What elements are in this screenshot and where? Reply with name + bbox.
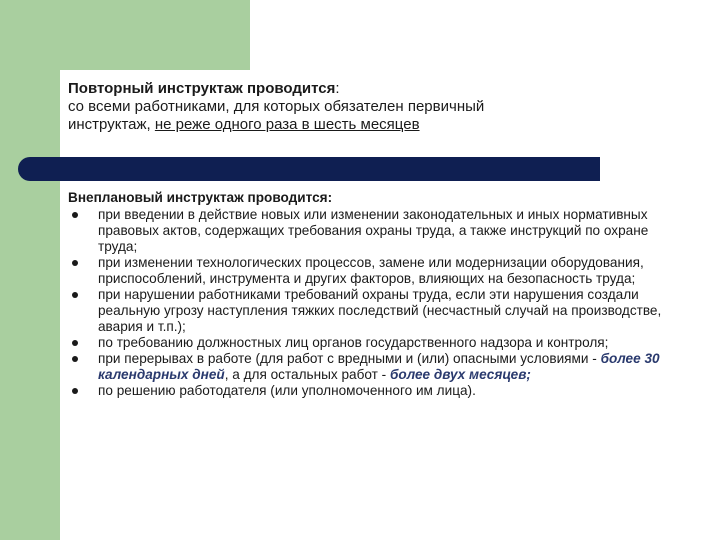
emphasis-30-days: более 30 календарных дней <box>98 351 660 382</box>
list-item <box>68 287 668 335</box>
bullet-dot-icon <box>72 260 78 266</box>
navy-divider-bar <box>30 157 600 181</box>
list-item-text: при нарушении работниками требований охраны труда, если эти нарушения создали реальную угрозу наступления тяжких последствий (несчастный случай на производстве, авария и т.п.); <box>98 287 662 334</box>
list-item-text-part: , а для остальных работ - <box>224 367 390 382</box>
bullet-dot-icon <box>72 340 78 346</box>
list-item-text: по требованию должностных лиц органов государственного надзора и контроля; <box>98 335 609 350</box>
bullet-dot-icon <box>72 212 78 218</box>
bullet-dot-icon <box>72 292 78 298</box>
intro-line-2 <box>68 116 608 134</box>
intro-heading <box>68 80 340 98</box>
list-item <box>68 383 668 399</box>
intro-frequency-underlined: не реже одного раза в шесть месяцев <box>154 116 420 133</box>
list-item-text: при изменении технологических процессов, замене или модернизации оборудования, приспособлений, инструмента и других факторов, влияющих на безопасность труда; <box>98 255 644 286</box>
emphasis-two-months: более двух месяцев; <box>389 367 531 382</box>
intro-title: Повторный инструктаж проводится <box>68 80 336 97</box>
list-item-text: по решению работодателя (или уполномоченного им лица). <box>98 383 476 398</box>
list-item <box>68 351 668 383</box>
intro-line-2-prefix: инструктаж, <box>68 116 155 133</box>
bullet-dot-icon <box>72 388 78 394</box>
unscheduled-heading: Внеплановый инструктаж проводится: <box>68 190 333 205</box>
list-item-text: при введении в действие новых или изменении законодательных и иных нормативных правовых актов, содержащих требования охраны труда, а также инструкций по охране труда; <box>98 207 649 254</box>
list-item <box>68 255 668 287</box>
intro-line-1: со всеми работниками, для которых обязателен первичный <box>68 98 485 115</box>
list-item <box>68 207 668 255</box>
list-item-text-part: при перерывах в работе (для работ с вредными и (или) опасными условиями - <box>98 351 601 366</box>
list-item <box>68 335 668 351</box>
bullet-dot-icon <box>72 356 78 362</box>
intro-body <box>68 98 608 134</box>
intro-title-colon: : <box>335 80 340 97</box>
unscheduled-section <box>68 190 668 399</box>
